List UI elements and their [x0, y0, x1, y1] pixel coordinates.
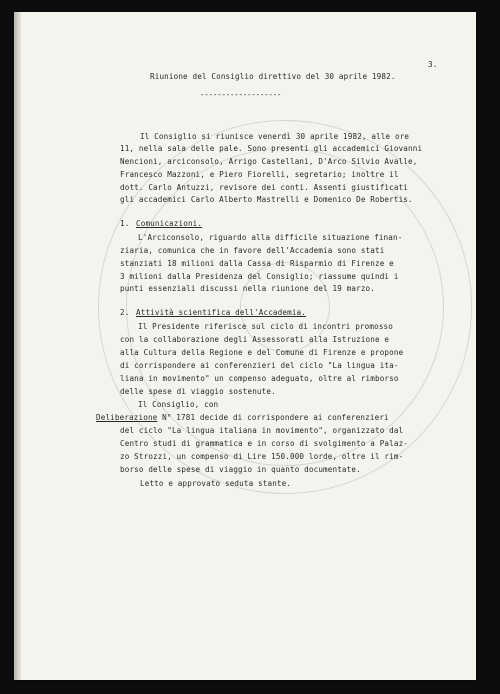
section-2-line: con la collaborazione degli Assessorati alla Istruzione e [120, 335, 390, 344]
section-1-line: L'Arciconsolo, riguardo alla difficile situazione finan- [138, 233, 403, 242]
deliberation-line: borso delle spese di viaggio in quanto documentate. [120, 465, 361, 474]
section-1-number: 1. [120, 219, 130, 228]
intro-line: dott. Carlo Antuzzi, revisore dei conti. Assenti giustificati [120, 183, 409, 192]
section-2-line: delle spese di viaggio sostenute. [120, 387, 276, 396]
deliberation-text: N° 1781 decide di corrispondere ai conferenzieri [157, 413, 389, 422]
section-1-line: punti essenziali discussi nella riunione del 19 marzo. [120, 284, 375, 293]
page-number: 3. [428, 60, 438, 69]
intro-line: Il Consiglio si riunisce venerdì 30 aprile 1982, alle ore [140, 132, 410, 141]
deliberation-label: Deliberazione [96, 413, 158, 422]
document-page [14, 12, 476, 680]
page-binding-edge [14, 12, 21, 680]
deliberation-line: del ciclo "La lingua italiana in movimento", organizzato dal [120, 426, 404, 435]
section-2-line: liana in movimento" un compenso adeguato, oltre al rimborso [120, 374, 399, 383]
title-underline: ------------------- [200, 90, 282, 99]
deliberation-line [96, 413, 389, 422]
document-title: Riunione del Consiglio direttivo del 30 aprile 1982. [150, 72, 396, 81]
deliberation-line: Centro studi di grammatica e in corso di svolgimento a Palaz- [120, 439, 409, 448]
deliberation-line: zo Strozzi, un compenso di Lire 150.000 lorde, oltre il rim- [120, 452, 404, 461]
section-2-line: di corrispondere ai conferenzieri del ciclo "La lingua ita- [120, 361, 399, 370]
intro-line: gli accademici Carlo Alberto Mastrelli e Domenico De Robertis. [120, 195, 413, 204]
section-1-heading: Comunicazioni. [136, 219, 203, 228]
intro-line: 11, nella sala delle pale. Sono presenti gli accademici Giovanni [120, 144, 423, 153]
intro-line: Nencioni, arciconsolo, Arrigo Castellani, D'Arco Silvio Avalle, [120, 157, 418, 166]
section-1-line: ziaria, comunica che in favore dell'Accademia sono stati [120, 246, 385, 255]
closing-statement: Letto e approvato seduta stante. [140, 479, 292, 488]
section-1-line: stanziati 18 milioni dalla Cassa di Risparmio di Firenze e [120, 259, 394, 268]
intro-line: Francesco Mazzoni, e Piero Fiorelli, segretario; inoltre il [120, 170, 399, 179]
section-2-number: 2. [120, 308, 130, 317]
council-statement: Il Consiglio, con [138, 400, 219, 409]
section-2-line: alla Cultura della Regione e del Comune di Firenze e propone [120, 348, 404, 357]
section-1-line: 3 milioni dalla Presidenza del Consiglio; riassume quindi i [120, 272, 399, 281]
section-2-heading: Attività scientifica dell'Accademia. [136, 308, 306, 317]
section-2-line: Il Presidente riferisce sul ciclo di incontri promosso [138, 322, 393, 331]
